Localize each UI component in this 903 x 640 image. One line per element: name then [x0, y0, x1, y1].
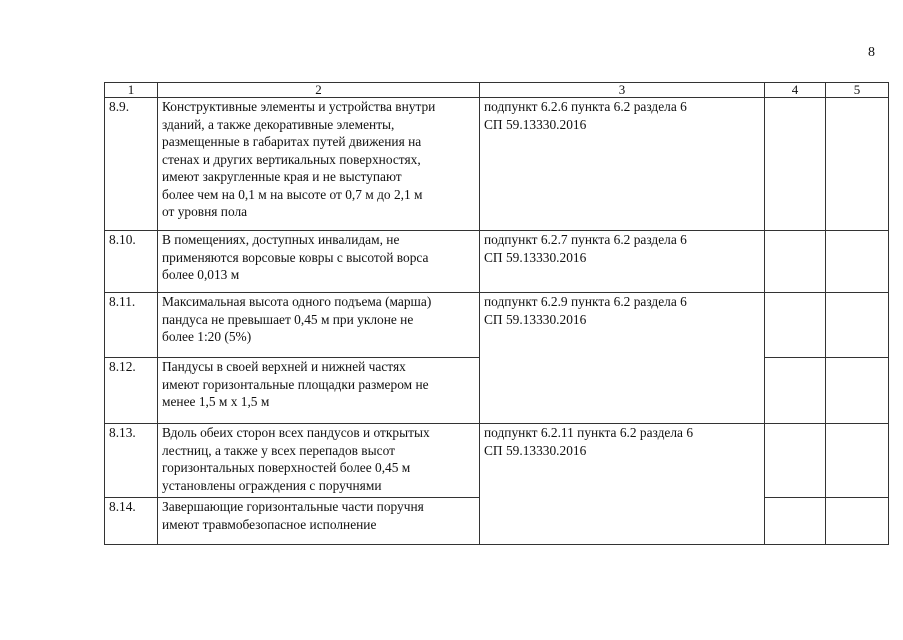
column-header: 3 — [480, 83, 765, 98]
row-number: 8.10. — [105, 231, 158, 293]
requirements-table — [104, 82, 889, 545]
empty-cell — [765, 498, 826, 545]
regulation-reference: подпункт 6.2.9 пункта 6.2 раздела 6 СП 59.13330.2016 — [480, 293, 765, 424]
row-number: 8.12. — [105, 358, 158, 424]
table-row — [105, 293, 889, 358]
empty-cell — [826, 424, 889, 498]
requirement-text: Конструктивные элементы и устройства внутри зданий, а также декоративные элементы, размещенные в габаритах путей движения на стенах и других вертикальных поверхностях, имеют закругленные края и не выступают более чем на 0,1 м на высоте от 0,7 м до 2,1 м от уровня пола — [158, 98, 480, 231]
column-header: 4 — [765, 83, 826, 98]
regulation-reference: подпункт 6.2.11 пункта 6.2 раздела 6 СП 59.13330.2016 — [480, 424, 765, 545]
empty-cell — [765, 98, 826, 231]
empty-cell — [826, 231, 889, 293]
requirement-text: В помещениях, доступных инвалидам, не применяются ворсовые ковры с высотой ворса более 0,013 м — [158, 231, 480, 293]
empty-cell — [826, 98, 889, 231]
empty-cell — [826, 498, 889, 545]
empty-cell — [765, 293, 826, 358]
header-row — [105, 83, 889, 98]
table-row — [105, 98, 889, 231]
table-row — [105, 231, 889, 293]
row-number: 8.13. — [105, 424, 158, 498]
column-header: 1 — [105, 83, 158, 98]
empty-cell — [826, 358, 889, 424]
requirement-text: Вдоль обеих сторон всех пандусов и открытых лестниц, а также у всех перепадов высот горизонтальных поверхностей более 0,45 м установлены ограждения с поручнями — [158, 424, 480, 498]
empty-cell — [765, 424, 826, 498]
empty-cell — [765, 358, 826, 424]
requirement-text: Пандусы в своей верхней и нижней частях имеют горизонтальные площадки размером не менее 1,5 м х 1,5 м — [158, 358, 480, 424]
row-number: 8.14. — [105, 498, 158, 545]
row-number: 8.11. — [105, 293, 158, 358]
requirement-text: Максимальная высота одного подъема (марша) пандуса не превышает 0,45 м при уклоне не более 1:20 (5%) — [158, 293, 480, 358]
page-number: 8 — [868, 45, 875, 60]
row-number: 8.9. — [105, 98, 158, 231]
empty-cell — [826, 293, 889, 358]
empty-cell — [765, 231, 826, 293]
regulation-reference: подпункт 6.2.7 пункта 6.2 раздела 6 СП 59.13330.2016 — [480, 231, 765, 293]
column-header: 5 — [826, 83, 889, 98]
requirement-text: Завершающие горизонтальные части поручня имеют травмобезопасное исполнение — [158, 498, 480, 545]
table-row — [105, 424, 889, 498]
column-header: 2 — [158, 83, 480, 98]
regulation-reference: подпункт 6.2.6 пункта 6.2 раздела 6 СП 59.13330.2016 — [480, 98, 765, 231]
